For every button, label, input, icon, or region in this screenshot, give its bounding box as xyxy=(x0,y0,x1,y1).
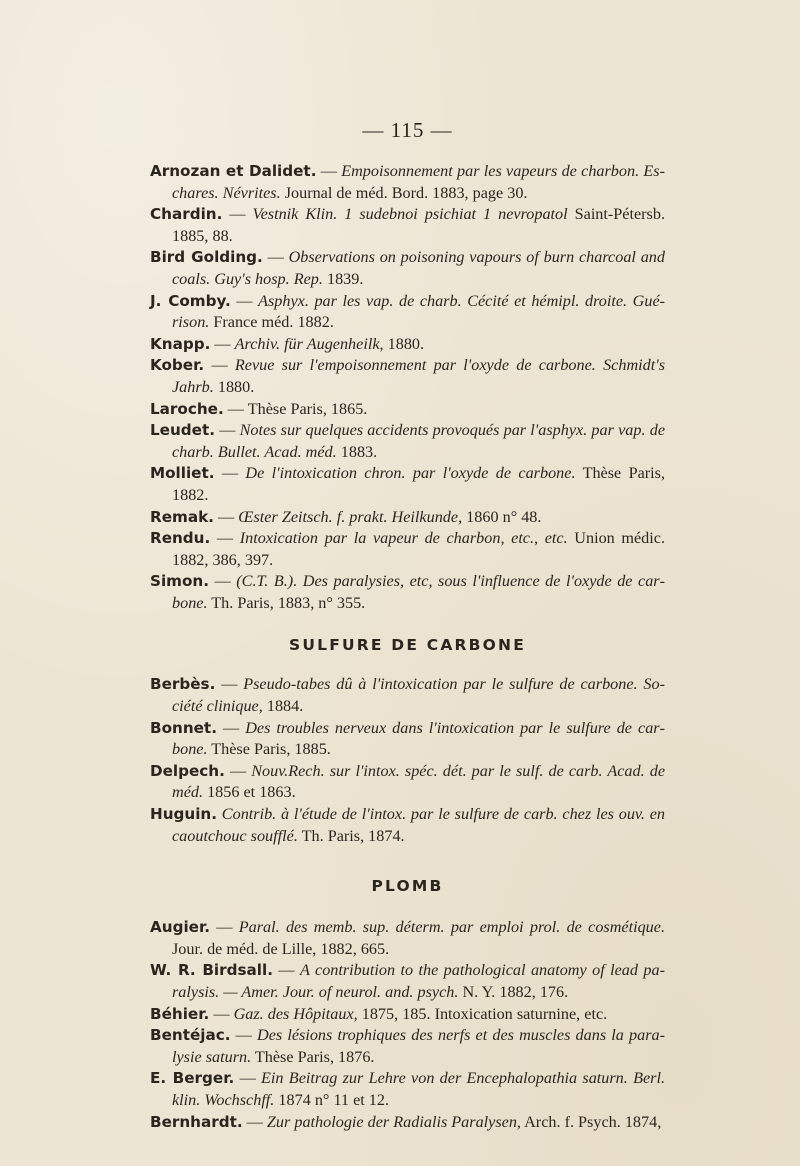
bibliography-entry: Simon. — (C.T. B.). Des paralysies, etc, sous l'influence de l'oxyde de carbone. Th. Paris, 1883, n° 355. xyxy=(150,572,665,612)
entry-author: Bonnet. xyxy=(150,718,217,737)
bibliography-entry: Leudet. — Notes sur quelques accidents provoqués par l'asphyx. par vap. de charb. Bullet. Acad. méd. 1883. xyxy=(150,421,666,461)
bibliography-entry: Molliet. — De l'intoxication chron. par l'oxyde de carbone. Thèse Paris, 1882. xyxy=(150,464,665,504)
bibliography-entry: Berbès. — Pseudo-tabes dû à l'intoxication par le sulfure de carbone. Société clinique, 1884. xyxy=(150,675,665,716)
entry-author: Laroche. xyxy=(150,399,224,418)
entry-author: Leudet. xyxy=(150,421,215,440)
entry-source: Th. Paris, 1874. xyxy=(297,826,405,845)
entry-author: Knapp. xyxy=(150,334,211,353)
entry-source: Journal de méd. Bord. 1883, page 30. xyxy=(280,183,528,202)
entry-author: Bernhardt. xyxy=(150,1112,243,1131)
bibliography-entry: J. Comby. — Asphyx. par les vap. de charb. Cécité et hémipl. droite. Guérison. France méd. 1882. xyxy=(150,291,666,332)
entry-author: J. Comby. xyxy=(150,291,231,310)
entry-source: 1880. xyxy=(383,334,425,353)
entry-title: Gaz. des Hôpitaux, xyxy=(233,1004,358,1023)
bibliography-entry: Remak. — Œster Zeitsch. f. prakt. Heilkunde, 1860 n° 48. xyxy=(150,507,542,526)
section-heading-sulfure: SULFURE DE CARBONE xyxy=(288,636,527,655)
entry-source: Arch. f. Psych. 1874, xyxy=(520,1112,662,1131)
bibliography-entry: Bernhardt. — Zur pathologie der Radialis Paralysen, Arch. f. Psych. 1874, xyxy=(150,1112,662,1131)
bibliography-entry: Arnozan et Dalidet. — Empoisonnement par les vapeurs de charbon. Eschares. Névrites. Journal de méd. Bord. 1883, page 30. xyxy=(150,162,666,202)
entry-source: Thèse Paris, 1876. xyxy=(251,1047,375,1066)
entry-author: Delpech. xyxy=(150,761,225,780)
bibliography-entry: E. Berger. — Ein Beitrag zur Lehre von der Encephalopathia saturn. Berl. klin. Wochschff. 1874 n° 11 et 12. xyxy=(150,1069,666,1109)
bibliography-entry: Knapp. — Archiv. für Augenheilk, 1880. xyxy=(150,334,425,353)
entry-title: Contrib. à l'étude de l'intox. par le sulfure de carb. chez les ouv. en caoutchouc soufflé. xyxy=(172,805,666,845)
entry-source: 1874 n° 11 et 12. xyxy=(274,1090,390,1109)
bibliography-entry xyxy=(150,804,665,847)
entry-title: Paral. des memb. sup. déterm. par emploi prol. de cosmétique. xyxy=(238,918,665,937)
bibliography-entry: Delpech. — Nouv.Rech. sur l'intox. spéc. dét. par le sulf. de carb. Acad. de méd. 1856 et 1863. xyxy=(150,761,666,802)
entry-source: 1883. xyxy=(336,442,378,461)
entry-title: Revue sur l'empoisonnement par l'oxyde de carbone. Schmidt's Jahrb. xyxy=(172,356,666,396)
entry-author: Remak. xyxy=(150,507,214,526)
entry-source: Jour. de méd. de Lille, 1882, 665. xyxy=(172,939,390,958)
bibliography-entry: Béhier. — Gaz. des Hôpitaux, 1875, 185. Intoxication saturnine, etc. xyxy=(150,1004,608,1023)
entry-author: Rendu. xyxy=(150,529,211,548)
entry-title: A contribution to the pathological anatomy of lead paralysis. — Amer. Jour. of neurol. and. psych. xyxy=(172,961,665,1001)
entry-source: 1880. xyxy=(213,377,255,396)
entry-source: Thèse Paris, 1865. xyxy=(247,399,368,418)
entry-title: De l'intoxication chron. par l'oxyde de carbone. xyxy=(245,464,576,483)
entry-title: Intoxication par la vapeur de charbon, etc., etc. xyxy=(239,529,568,548)
entry-author: Bird Golding. xyxy=(150,248,263,267)
entry-title: Des troubles nerveux dans l'intoxication par le sulfure de carbone. xyxy=(172,718,665,759)
bibliography-entry: Bird Golding. — Observations on poisoning vapours of burn charcoal and coals. Guy's hosp. Rep. 1839. xyxy=(150,248,665,288)
entry-source: Saint-Pétersb. 1885, 88. xyxy=(172,205,665,245)
entry-title: Des lésions trophiques des nerfs et des muscles dans la paralysie saturn. xyxy=(172,1026,665,1066)
bibliography-entry: Kober. — Revue sur l'empoisonnement par l'oxyde de carbone. Schmidt's Jahrb. 1880. xyxy=(150,356,666,396)
entry-author: Kober. xyxy=(150,356,205,375)
entry-author: Berbès. xyxy=(150,675,216,694)
entry-author: Chardin. xyxy=(150,205,223,224)
entry-title: Empoisonnement par les vapeurs de charbon. Eschares. Névrites. xyxy=(172,162,666,202)
bibliography-entry: Rendu. — Intoxication par la vapeur de charbon, etc., etc. Union médic. 1882, 386, 397. xyxy=(150,529,666,569)
entry-author: Béhier. xyxy=(150,1004,210,1023)
bibliography-entry: Chardin. — Vestnik Klin. 1 sudebnoi psichiat 1 nevropatol Saint-Pétersb. 1885, 88. xyxy=(150,205,665,245)
entry-author: Molliet. xyxy=(150,464,215,483)
bibliography-plomb xyxy=(150,917,665,1133)
entry-source: 1875, 185. Intoxication saturnine, etc. xyxy=(357,1004,608,1023)
bibliography-entry: Bonnet. — Des troubles nerveux dans l'intoxication par le sulfure de carbone. Thèse Paris, 1885. xyxy=(150,718,665,759)
bibliography-entry: Bentéjac. — Des lésions trophiques des nerfs et des muscles dans la paralysie saturn. Thèse Paris, 1876. xyxy=(150,1026,665,1066)
entry-title: Notes sur quelques accidents provoqués par l'asphyx. par vap. de charb. Bullet. Acad. méd. xyxy=(172,421,666,461)
entry-title: Pseudo-tabes dû à l'intoxication par le sulfure de carbone. Société clinique, xyxy=(172,675,665,716)
entry-author: Arnozan et Dalidet. xyxy=(150,162,317,180)
entry-author: E. Berger. xyxy=(150,1069,235,1088)
entry-source: 1856 et 1863. xyxy=(203,783,296,802)
entry-source: 1839. xyxy=(322,269,364,288)
entry-author: Huguin. xyxy=(150,805,217,824)
entry-source: Thèse Paris, 1882. xyxy=(172,464,665,504)
document-page xyxy=(150,118,665,1133)
entry-author: Bentéjac. xyxy=(150,1026,231,1045)
entry-title: Nouv.Rech. sur l'intox. spéc. dét. par le sulf. de carb. Acad. de méd. xyxy=(172,761,666,802)
entry-title: Vestnik Klin. 1 sudebnoi psichiat 1 nevropatol xyxy=(252,205,568,224)
bibliography-entry: W. R. Birdsall. — A contribution to the pathological anatomy of lead paralysis. — Amer. Jour. of neurol. and. psych. N. Y. 1882, 176. xyxy=(150,961,665,1001)
bibliography-entry: Augier. — Paral. des memb. sup. déterm. par emploi prol. de cosmétique. Jour. de méd. de Lille, 1882, 665. xyxy=(150,918,665,958)
entry-source: Th. Paris, 1883, n° 355. xyxy=(207,593,366,612)
page-number: — 115 — xyxy=(362,118,453,142)
entry-source: France méd. 1882. xyxy=(209,313,334,332)
bibliography-oxyde xyxy=(150,161,665,614)
entry-title: Asphyx. par les vap. de charb. Cécité et hémipl. droite. Guérison. xyxy=(172,291,666,332)
entry-source: N. Y. 1882, 176. xyxy=(458,983,569,1001)
entry-title: Zur pathologie der Radialis Paralysen, xyxy=(266,1112,521,1131)
entry-author: W. R. Birdsall. xyxy=(150,961,273,980)
entry-author: Augier. xyxy=(150,918,211,937)
section-heading-plomb: PLOMB xyxy=(371,877,444,896)
entry-author: Simon. xyxy=(150,572,209,591)
entry-source: Thèse Paris, 1885. xyxy=(207,740,331,759)
entry-title: Observations on poisoning vapours of burn charcoal and coals. Guy's hosp. Rep. xyxy=(172,248,665,288)
entry-source: Union médic. 1882, 386, 397. xyxy=(172,529,666,569)
bibliography-sulfure xyxy=(150,674,665,847)
entry-title: Archiv. für Augenheilk, xyxy=(234,334,384,353)
entry-source: 1860 n° 48. xyxy=(462,507,542,526)
bibliography-entry: Laroche. — Thèse Paris, 1865. xyxy=(150,399,368,418)
entry-title: Œster Zeitsch. f. prakt. Heilkunde, xyxy=(238,507,463,526)
entry-title: Ein Beitrag zur Lehre von der Encephalopathia saturn. Berl. klin. Wochschff. xyxy=(172,1069,666,1109)
entry-source: 1884. xyxy=(262,697,304,716)
entry-title: (C.T. B.). Des paralysies, etc, sous l'influence de l'oxyde de carbone. xyxy=(172,572,665,612)
